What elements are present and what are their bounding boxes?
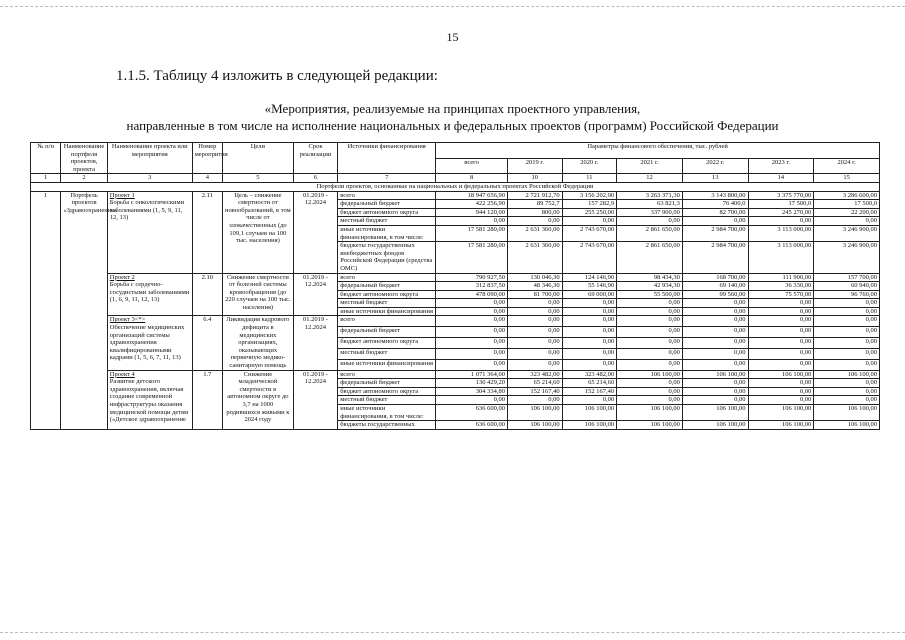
amount-cell: 106 100,00 [814, 421, 880, 430]
amount-cell: 0,00 [508, 217, 563, 226]
project-description: Развитие детского здравоохранения, включая создание современной инфраструктуры оказания медицинской помощи детям («Детское здравоохранение [109, 378, 189, 424]
amount-cell: 3 375 770,00 [748, 191, 814, 200]
amount-cell: 0,00 [436, 307, 508, 316]
column-index: 13 [682, 174, 748, 183]
scan-border-bottom [0, 632, 905, 633]
amount-cell: 82 700,00 [682, 208, 748, 217]
portfolio-name: Портфель проектов «Здравоохранение» [61, 191, 107, 429]
amount-cell: 0,00 [436, 316, 508, 327]
amount-cell: 0,00 [814, 307, 880, 316]
amount-cell: 0,00 [814, 387, 880, 396]
amount-cell: 63 821,3 [617, 200, 683, 209]
goal-text: Цель – снижение смертности от новообразований, в том числе от злокачественных (до 109,1 случаев на 100 тыс. населения) [223, 191, 294, 273]
funding-source: всего [338, 191, 436, 200]
amount-cell: 106 100,00 [682, 405, 748, 421]
amount-cell: 245 270,00 [748, 208, 814, 217]
amount-cell: 0,00 [682, 396, 748, 405]
finance-row [31, 191, 880, 200]
funding-source: бюджет автономного округа [338, 208, 436, 217]
funding-source: федеральный бюджет [338, 200, 436, 209]
finance-row [31, 273, 880, 282]
amount-cell: 0,00 [436, 299, 508, 308]
project-description: Борьба с сердечно-сосудистыми заболеваниями (1, 6, 9, 11, 12, 13) [109, 281, 190, 304]
deadline: 01.2019 - 12.2024 [293, 370, 337, 429]
amount-cell: 106 100,00 [682, 370, 748, 379]
finance-row [31, 316, 880, 327]
amount-cell: 0,00 [682, 327, 748, 338]
header-num: № п/п [31, 143, 61, 174]
goal-text: Снижение младенческой смертности в автономном округе до 3,7 на 1000 родившихся живыми к 2024 году [223, 370, 294, 429]
amount-cell: 0,00 [508, 327, 563, 338]
amount-cell: 2 721 912,70 [508, 191, 563, 200]
amount-cell: 106 100,00 [562, 421, 617, 430]
funding-source: федеральный бюджет [338, 282, 436, 291]
amount-cell: 0,00 [682, 299, 748, 308]
amount-cell: 0,00 [748, 307, 814, 316]
deadline: 01.2019 - 12.2024 [293, 316, 337, 370]
amount-cell: 3 113 000,00 [748, 225, 814, 241]
amount-cell: 96 760,00 [814, 290, 880, 299]
column-index: 3 [107, 174, 192, 183]
amount-cell: 312 837,50 [436, 282, 508, 291]
header-params: Параметры финансового обеспечения, тыс. рублей [436, 143, 880, 159]
project-cell [107, 370, 192, 429]
amount-cell: 0,00 [748, 316, 814, 327]
amount-cell: 0,00 [748, 379, 814, 388]
amount-cell: 0,00 [508, 359, 563, 370]
amount-cell: 0,00 [814, 327, 880, 338]
amount-cell: 0,00 [617, 316, 683, 327]
measures-table [30, 142, 880, 430]
amount-cell: 0,00 [562, 217, 617, 226]
amount-cell: 0,00 [436, 327, 508, 338]
amount-cell: 0,00 [508, 396, 563, 405]
column-index-row [31, 174, 880, 183]
amount-cell: 0,00 [748, 299, 814, 308]
amount-cell: 636 600,00 [436, 405, 508, 421]
amount-cell: 130 429,20 [436, 379, 508, 388]
amount-cell: 106 100,00 [508, 405, 563, 421]
header-year: 2020 г. [562, 158, 617, 174]
amount-cell: 1 071 364,00 [436, 370, 508, 379]
amount-cell: 81 700,00 [508, 290, 563, 299]
amount-cell: 2 631 360,00 [508, 225, 563, 241]
amount-cell: 0,00 [748, 217, 814, 226]
amount-cell: 2 631 360,00 [508, 242, 563, 273]
amount-cell: 0,00 [562, 299, 617, 308]
funding-source: федеральный бюджет [338, 379, 436, 388]
amount-cell: 89 752,7 [508, 200, 563, 209]
amount-cell: 0,00 [617, 348, 683, 359]
amount-cell: 0,00 [682, 307, 748, 316]
header-goals: Цели [223, 143, 294, 174]
amount-cell: 478 090,00 [436, 290, 508, 299]
project-title: Проект 4 [109, 370, 135, 378]
amount-cell: 0,00 [617, 338, 683, 349]
amount-cell: 0,00 [682, 379, 748, 388]
amount-cell: 99 560,00 [682, 290, 748, 299]
amount-cell: 36 330,00 [748, 282, 814, 291]
column-index: 2 [61, 174, 107, 183]
amount-cell: 2 743 670,00 [562, 225, 617, 241]
amount-cell: 18 947 656,90 [436, 191, 508, 200]
amount-cell: 17 500,0 [814, 200, 880, 209]
amount-cell: 323 482,00 [562, 370, 617, 379]
amount-cell: 0,00 [682, 348, 748, 359]
amount-cell: 106 100,00 [748, 370, 814, 379]
project-title: Проект 1 [109, 191, 135, 199]
section-row [31, 182, 880, 191]
amount-cell: 0,00 [682, 387, 748, 396]
header-row [31, 143, 880, 159]
header-project-name: Наименование проекта или мероприятия [107, 143, 192, 174]
header-deadline: Срок реализации [293, 143, 337, 174]
amount-cell: 55 500,00 [617, 290, 683, 299]
amount-cell: 0,00 [682, 217, 748, 226]
funding-source: бюджеты государственных [338, 421, 436, 430]
amount-cell: 0,00 [814, 348, 880, 359]
amount-cell: 106 100,00 [617, 421, 683, 430]
project-cell [107, 191, 192, 273]
amount-cell: 0,00 [436, 396, 508, 405]
amount-cell: 106 100,00 [617, 405, 683, 421]
amount-cell: 0,00 [508, 307, 563, 316]
amount-cell: 106 100,00 [617, 370, 683, 379]
amount-cell: 0,00 [814, 338, 880, 349]
page-number: 15 [446, 30, 459, 44]
amount-cell: 0,00 [814, 217, 880, 226]
amount-cell: 17 581 280,00 [436, 242, 508, 273]
project-title: Проект 3<*> [109, 316, 146, 324]
header-sources: Источники финансирования [338, 143, 436, 174]
column-index: 15 [814, 174, 880, 183]
amount-cell: 168 700,00 [682, 273, 748, 282]
header-year: 2019 г. [508, 158, 563, 174]
amount-cell: 0,00 [562, 348, 617, 359]
amount-cell: 0,00 [508, 348, 563, 359]
amount-cell: 0,00 [562, 307, 617, 316]
column-index: 5 [223, 174, 294, 183]
column-index: 8 [436, 174, 508, 183]
amount-cell: 98 434,30 [617, 273, 683, 282]
funding-source: местный бюджет [338, 217, 436, 226]
amount-cell: 0,00 [436, 338, 508, 349]
amount-cell: 0,00 [508, 316, 563, 327]
amount-cell: 152 167,40 [508, 387, 563, 396]
amount-cell: 0,00 [617, 307, 683, 316]
amount-cell: 636 600,00 [436, 421, 508, 430]
column-index: 14 [748, 174, 814, 183]
amount-cell: 0,00 [436, 217, 508, 226]
amount-cell: 0,00 [682, 316, 748, 327]
amount-cell: 0,00 [617, 359, 683, 370]
funding-source: всего [338, 273, 436, 282]
project-cell [107, 273, 192, 316]
funding-source: бюджет автономного округа [338, 290, 436, 299]
amount-cell: 3 246 900,00 [814, 242, 880, 273]
column-index: 7 [338, 174, 436, 183]
goal-text: Ликвидация кадрового дефицита в медицинских организациях, оказывающих первичную медико-санитарную помощь [223, 316, 294, 370]
finance-row [31, 370, 880, 379]
amount-cell: 3 286 600,00 [814, 191, 880, 200]
amount-cell: 0,00 [682, 359, 748, 370]
deadline: 01.2019 - 12.2024 [293, 191, 337, 273]
amount-cell: 3 246 900,00 [814, 225, 880, 241]
amount-cell: 0,00 [562, 396, 617, 405]
amount-cell: 65 214,60 [508, 379, 563, 388]
amount-cell: 0,00 [508, 338, 563, 349]
amount-cell: 0,00 [748, 348, 814, 359]
goal-number: 2.11 [192, 191, 222, 273]
amount-cell: 42 934,30 [617, 282, 683, 291]
funding-source: федеральный бюджет [338, 327, 436, 338]
project-description: Обеспечение медицинских организаций системы здравоохранения квалифицированными кадрами (1, 5, 6, 7, 11, 13) [109, 324, 185, 362]
amount-cell: 106 100,00 [748, 421, 814, 430]
amount-cell: 0,00 [748, 327, 814, 338]
amount-cell: 69 140,00 [682, 282, 748, 291]
scan-border-top [0, 6, 905, 7]
amount-cell: 422 256,90 [436, 200, 508, 209]
amount-cell: 323 482,00 [508, 370, 563, 379]
amount-cell: 3 143 800,00 [682, 191, 748, 200]
amount-cell: 0,00 [617, 327, 683, 338]
header-year: 2022 г. [682, 158, 748, 174]
funding-source: всего [338, 370, 436, 379]
amount-cell: 17 500,0 [748, 200, 814, 209]
amount-cell: 0,00 [617, 379, 683, 388]
amount-cell: 55 146,90 [562, 282, 617, 291]
amount-cell: 2 984 700,00 [682, 242, 748, 273]
funding-source: всего [338, 316, 436, 327]
amount-cell: 111 900,00 [748, 273, 814, 282]
section-title: Портфели проектов, основанные на национальных и федеральных проектах Российской Федерации [31, 182, 880, 191]
funding-source: иные источники финансирования, в том числе: [338, 405, 436, 421]
amount-cell: 0,00 [562, 327, 617, 338]
row-number: 1 [31, 191, 61, 429]
amount-cell: 0,00 [748, 359, 814, 370]
amount-cell: 0,00 [436, 348, 508, 359]
funding-source: местный бюджет [338, 348, 436, 359]
goal-text: Снижение смертности от болезней системы кровообращения (до 220 случаев на 100 тыс. населения) [223, 273, 294, 316]
amount-cell: 106 100,00 [562, 405, 617, 421]
amount-cell: 75 570,00 [748, 290, 814, 299]
funding-source: бюджет автономного округа [338, 338, 436, 349]
table-title-line2: направленные в том числе на исполнение национальных и федеральных проектов (программ) Российской Федерации [126, 118, 779, 133]
amount-cell: 0,00 [562, 359, 617, 370]
amount-cell: 157 282,9 [562, 200, 617, 209]
amount-cell: 0,00 [508, 299, 563, 308]
column-index: 4 [192, 174, 222, 183]
amount-cell: 0,00 [617, 217, 683, 226]
header-year: 2023 г. [748, 158, 814, 174]
funding-source: бюджет автономного округа [338, 387, 436, 396]
amount-cell: 0,00 [748, 396, 814, 405]
goal-number: 6.4 [192, 316, 222, 370]
funding-source: местный бюджет [338, 396, 436, 405]
deadline: 01.2019 - 12.2024 [293, 273, 337, 316]
column-index: 11 [562, 174, 617, 183]
amount-cell: 790 927,50 [436, 273, 508, 282]
amount-cell: 0,00 [814, 359, 880, 370]
amount-cell: 0,00 [814, 299, 880, 308]
amount-cell: 800,00 [508, 208, 563, 217]
project-description: Борьба с онкологическими заболеваниями (1, 5, 9, 11, 12, 13) [109, 199, 185, 222]
funding-source: иные источники финансирования, в том числе: [338, 225, 436, 241]
project-cell [107, 316, 192, 370]
amount-cell: 106 100,00 [682, 421, 748, 430]
funding-source: иные источники финансирования [338, 359, 436, 370]
amount-cell: 0,00 [748, 338, 814, 349]
amount-cell: 22 200,00 [814, 208, 880, 217]
amount-cell: 255 250,00 [562, 208, 617, 217]
amount-cell: 157 700,00 [814, 273, 880, 282]
amount-cell: 0,00 [814, 396, 880, 405]
header-year: 2021 г. [617, 158, 683, 174]
amount-cell: 3 113 000,00 [748, 242, 814, 273]
amount-cell: 17 581 280,00 [436, 225, 508, 241]
header-year: 2024 г. [814, 158, 880, 174]
header-portfolio: Наименование портфеля проектов, проекта [61, 143, 107, 174]
table-title-line1: «Мероприятия, реализуемые на принципах проектного управления, [264, 101, 641, 116]
amount-cell: 2 984 700,00 [682, 225, 748, 241]
funding-source: бюджеты государственных внебюджетных фондов Российской Федерации (средства ОМС) [338, 242, 436, 273]
amount-cell: 2 861 650,00 [617, 242, 683, 273]
amount-cell: 106 100,00 [814, 405, 880, 421]
amount-cell: 0,00 [617, 387, 683, 396]
amount-cell: 0,00 [562, 338, 617, 349]
amount-cell: 60 940,00 [814, 282, 880, 291]
amount-cell: 0,00 [436, 359, 508, 370]
amount-cell: 944 120,00 [436, 208, 508, 217]
amount-cell: 106 100,00 [748, 405, 814, 421]
amount-cell: 3 263 371,30 [617, 191, 683, 200]
amount-cell: 152 167,40 [562, 387, 617, 396]
amount-cell: 0,00 [748, 387, 814, 396]
amount-cell: 304 334,80 [436, 387, 508, 396]
intro-text: 1.1.5. Таблицу 4 изложить в следующей редакции: [116, 68, 438, 84]
amount-cell: 106 100,00 [814, 370, 880, 379]
project-title: Проект 2 [109, 273, 135, 281]
amount-cell: 0,00 [682, 338, 748, 349]
column-index: 1 [31, 174, 61, 183]
amount-cell: 337 900,00 [617, 208, 683, 217]
table-title [0, 100, 905, 134]
amount-cell: 0,00 [617, 396, 683, 405]
amount-cell: 69 000,00 [562, 290, 617, 299]
amount-cell: 130 046,30 [508, 273, 563, 282]
column-index: 12 [617, 174, 683, 183]
goal-number: 1.7 [192, 370, 222, 429]
amount-cell: 3 156 202,90 [562, 191, 617, 200]
amount-cell: 0,00 [814, 316, 880, 327]
goal-number: 2.10 [192, 273, 222, 316]
header-goal-num: Номер меропрития [192, 143, 222, 174]
funding-source: иные источники финансирования [338, 307, 436, 316]
amount-cell: 48 346,30 [508, 282, 563, 291]
amount-cell: 0,00 [617, 299, 683, 308]
funding-source: местный бюджет [338, 299, 436, 308]
amount-cell: 65 214,60 [562, 379, 617, 388]
amount-cell: 2 743 670,00 [562, 242, 617, 273]
amount-cell: 124 146,90 [562, 273, 617, 282]
amount-cell: 76 400,0 [682, 200, 748, 209]
amount-cell: 106 100,00 [508, 421, 563, 430]
amount-cell: 2 861 650,00 [617, 225, 683, 241]
amount-cell: 0,00 [814, 379, 880, 388]
header-year: всего [436, 158, 508, 174]
column-index: 10 [508, 174, 563, 183]
column-index: 6 [293, 174, 337, 183]
amount-cell: 0,00 [562, 316, 617, 327]
